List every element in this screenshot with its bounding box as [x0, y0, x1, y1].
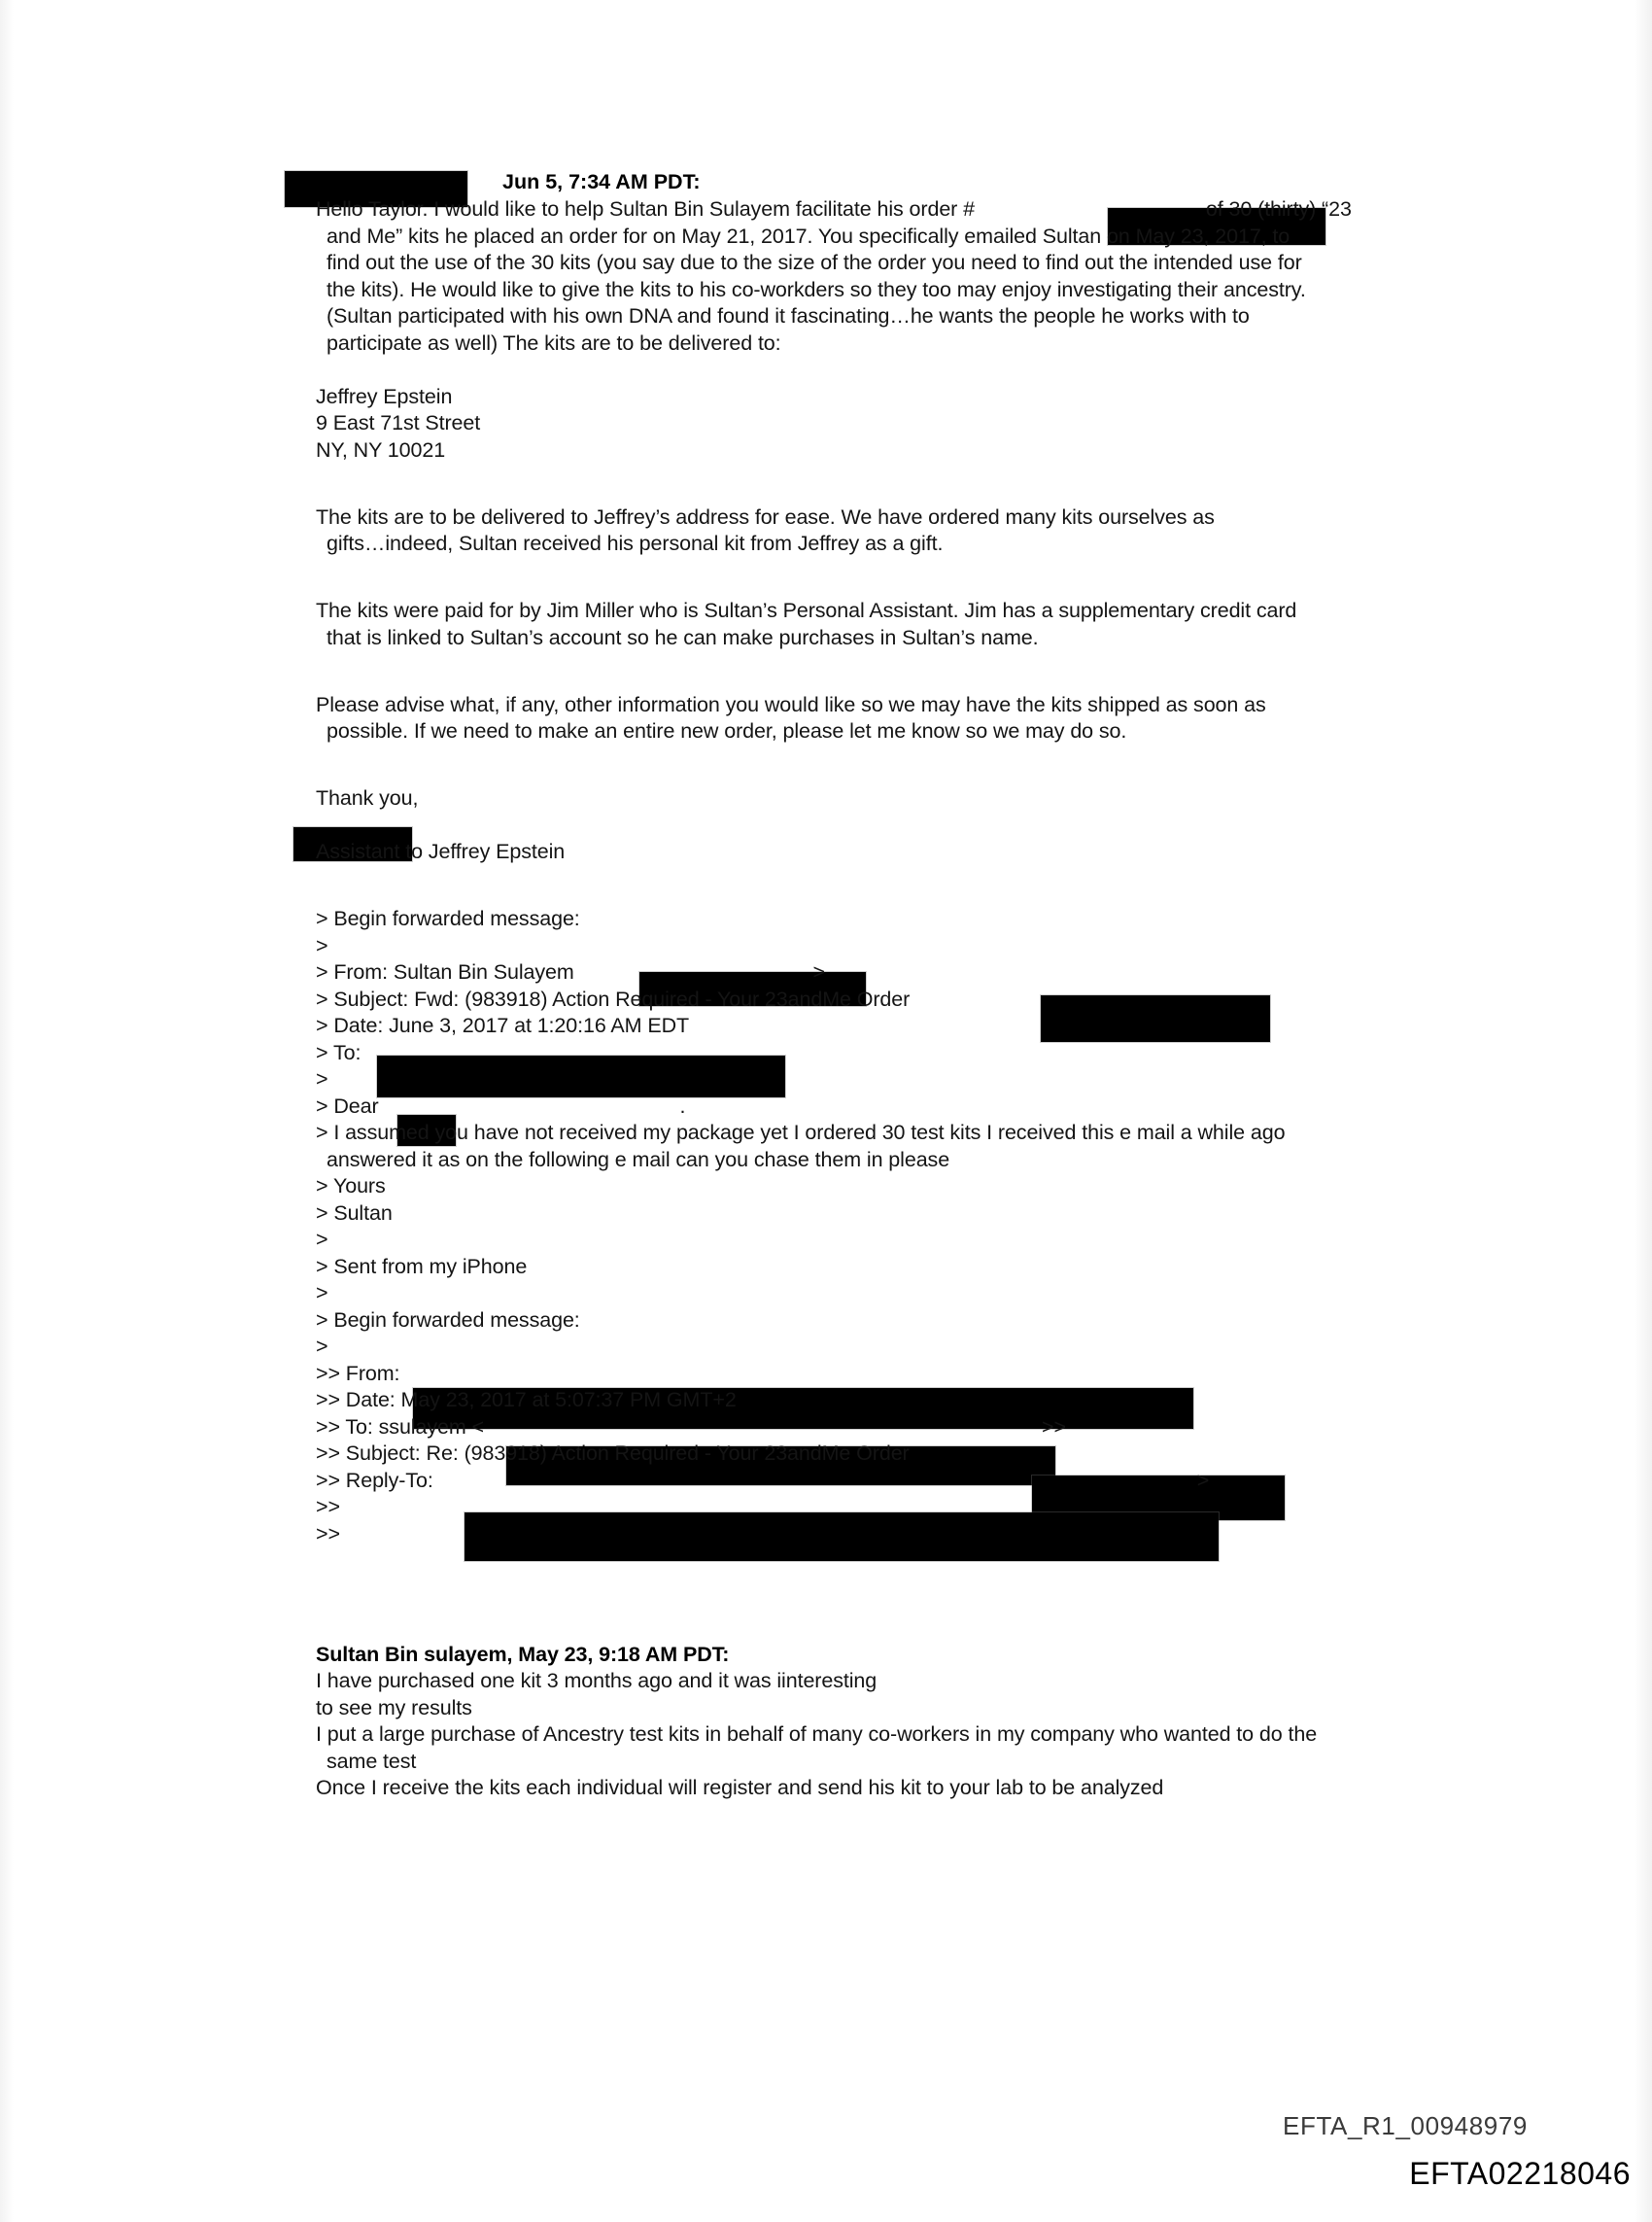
forward1-sultan: > Sultan — [316, 1200, 393, 1225]
message1-signature-title: Assistant to Jeffrey Epstein — [316, 840, 566, 863]
scan-edge-right — [1635, 0, 1652, 2222]
message1-p1-line3: find out the use of the 30 kits (you say due to the size of the order you need to find out the intended use for — [327, 251, 1302, 274]
document-body — [316, 163, 1521, 1802]
spacer — [316, 1601, 1521, 1628]
forward1-blank-2: > — [316, 1067, 328, 1091]
message2-line-3: I put a large purchase of Ancestry test kits in behalf of many co-workers in my company who wanted to do the — [316, 1722, 1318, 1746]
forward2-reply-to-label: >> Reply-To: — [316, 1468, 433, 1492]
message1-signoff: Thank you, — [316, 786, 419, 810]
bates-number-bottom: EFTA02218046 — [1409, 2156, 1631, 2191]
forward1-from-bracket: > — [812, 960, 826, 984]
forward1-dear — [316, 1094, 1521, 1121]
forward2-blank-1: > — [316, 1335, 328, 1358]
message1-p2-line2: gifts…indeed, Sultan received his personal kit from Jeffrey as a gift. — [327, 532, 944, 555]
forward2-to-label: >> To: ssulayem < — [316, 1414, 484, 1439]
message1-p4-line1: Please advise what, if any, other information you would like so we may have the kits shipped as soon as — [316, 692, 1266, 716]
address-line-2: 9 East 71st Street — [316, 411, 481, 434]
address-line-3: NY, NY 10021 — [316, 437, 446, 462]
forward1-dear-label: > Dear — [316, 1094, 379, 1118]
forward2-reply-to — [316, 1468, 1521, 1495]
message1-p1-line1 — [316, 196, 1521, 224]
message1-signature-redacted-row — [316, 813, 1521, 840]
bates-number-top: EFTA_R1_00948979 — [1283, 2111, 1528, 2140]
forward1-subject: > Subject: Fwd: (983918) Action Required - Your 23andMe Order — [316, 987, 916, 1011]
forward2-from: >> From: — [316, 1361, 400, 1385]
spacer — [316, 746, 1521, 773]
message1-timestamp: Jun 5, 7:34 AM PDT: — [502, 170, 701, 193]
message2-line-5: Once I receive the kits each individual will register and send his kit to your lab to be analyzed — [316, 1776, 1164, 1799]
forward2-blank-3: >> — [316, 1521, 340, 1545]
spacer — [316, 651, 1521, 678]
forward1-body-line2: answered it as on the following e mail can you chase them in please — [327, 1147, 950, 1171]
message1-p2-line1: The kits are to be delivered to Jeffrey’s address for ease. We have ordered many kits ourselves as — [316, 504, 1215, 529]
message2-line-4: same test — [327, 1749, 417, 1773]
forward1-blank-1: > — [316, 933, 328, 957]
message1-p1-seg1: Hello Taylor. I would like to help Sultan Bin Sulayem facilitate his order # — [316, 197, 975, 221]
spacer — [316, 866, 1521, 893]
message1-p1-seg2: of 30 (thirty) “23 — [1199, 197, 1352, 221]
forward2-reply-to-closing: > — [1196, 1468, 1210, 1492]
forward1-from — [316, 959, 1521, 987]
spacer — [316, 1547, 1521, 1601]
spacer — [316, 772, 1521, 785]
message1-p1-line2: and Me” kits he placed an order for on May 21, 2017. You specifically emailed Sultan on May 23, 2017, to — [327, 224, 1291, 248]
message1-p3-line2: that is linked to Sultan’s account so he can make purchases in Sultan’s name. — [327, 625, 1039, 649]
forward1-begin: > Begin forwarded message: — [316, 907, 580, 930]
spacer — [316, 464, 1521, 491]
forward2-begin: > Begin forwarded message: — [316, 1307, 580, 1332]
forward2-blank-2: >> — [316, 1495, 340, 1518]
address-line-1: Jeffrey Epstein — [316, 384, 453, 408]
message2-line-2: to see my results — [316, 1695, 472, 1719]
spacer — [316, 892, 1521, 906]
forward1-date: > Date: June 3, 2017 at 1:20:16 AM EDT — [316, 1014, 690, 1037]
message1-p3-line1: The kits were paid for by Jim Miller who is Sultan’s Personal Assistant. Jim has a supplementary credit card — [316, 599, 1297, 622]
message1-p1-line5: (Sultan participated with his own DNA and found it fascinating…he wants the people he works with to — [327, 304, 1250, 328]
message2-line-1: I have purchased one kit 3 months ago and it was iinteresting — [316, 1669, 878, 1692]
spacer — [316, 1628, 1521, 1642]
spacer — [316, 491, 1521, 504]
forward1-yours: > Yours — [316, 1174, 386, 1198]
forward2-to-closing: >> — [1042, 1414, 1066, 1439]
message2-header: Sultan Bin sulayem, May 23, 9:18 AM PDT: — [316, 1642, 730, 1666]
forward2-subject: >> Subject: Re: (983918) Action Required - Your 23andMe Order — [316, 1441, 915, 1465]
forward1-sent-from: > Sent from my iPhone — [316, 1254, 528, 1278]
message1-p1-line4: the kits). He would like to give the kits to his co-workders so they too may enjoy investigating their ancestry. — [327, 277, 1306, 301]
spacer — [316, 558, 1521, 585]
forward1-blank-4: > — [316, 1281, 328, 1304]
forward1-blank-3: > — [316, 1228, 328, 1251]
forward1-dear-trailing: . — [679, 1094, 686, 1118]
spacer — [316, 584, 1521, 598]
message1-p1-line6: participate as well) The kits are to be delivered to: — [327, 330, 781, 355]
scan-edge-left — [0, 0, 14, 2222]
forward2-date: >> Date: May 23, 2017 at 5:07:37 PM GMT+2 — [316, 1388, 737, 1411]
spacer — [316, 357, 1521, 384]
forward2-to — [316, 1414, 1521, 1441]
message1-header — [316, 163, 1521, 196]
spacer — [316, 678, 1521, 692]
message1-p4-line2: possible. If we need to make an entire new order, please let me know so we may do so. — [327, 719, 1127, 743]
forward1-to: > To: — [316, 1040, 361, 1064]
forward1-body-line1: > I assumed you have not received my package yet I ordered 30 test kits I received this e mail a while ago — [316, 1121, 1286, 1144]
forward1-from-label: > From: Sultan Bin Sulayem — [316, 960, 580, 984]
